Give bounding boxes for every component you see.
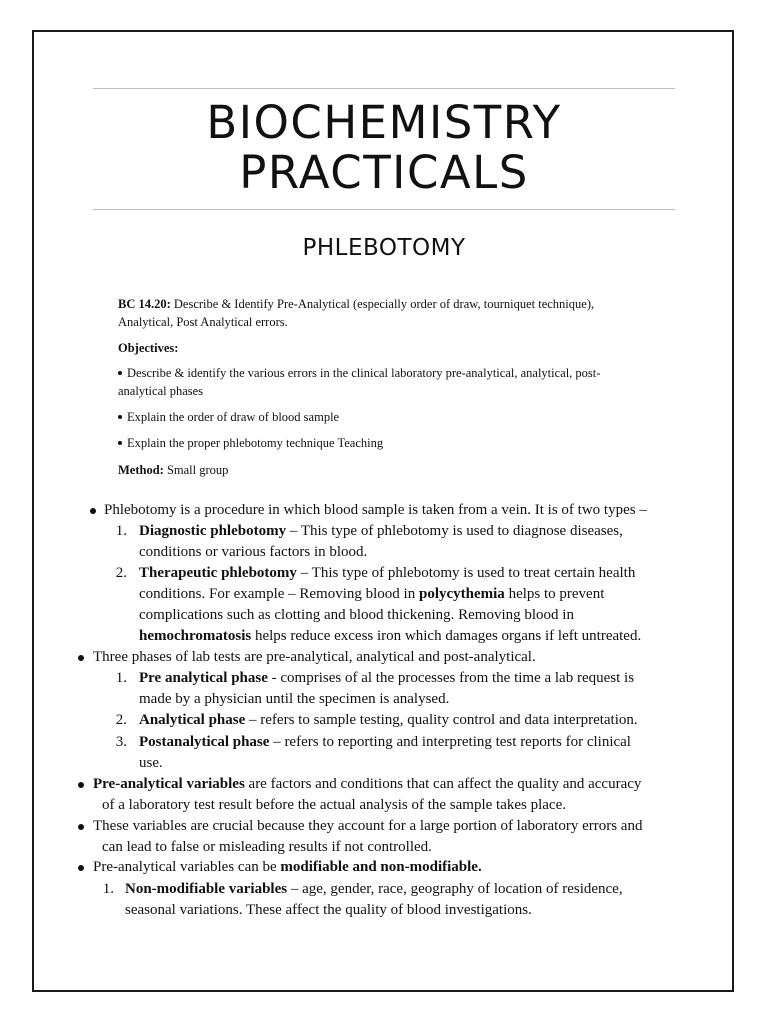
method-value: Small group	[163, 463, 229, 477]
bullet-dot	[78, 865, 84, 871]
bullet-dot	[78, 824, 84, 830]
paragraph-modifiable: Pre-analytical variables can be modifiable and non-modifiable.	[93, 859, 482, 875]
objective-item-3: Explain the proper phlebotomy technique Teaching	[118, 434, 638, 453]
objective-item-2: Explain the order of draw of blood sample	[118, 408, 638, 427]
list-item-pre-analytical-cont: made by a physician until the specimen is analysed.	[139, 691, 450, 707]
list-item-pre-analytical: Pre analytical phase - comprises of al the processes from the time a lab request is	[139, 670, 635, 686]
bullet-dot	[118, 415, 122, 419]
method-line	[118, 461, 638, 480]
paragraph-three-phases: Three phases of lab tests are pre-analytical, analytical and post-analytical.	[93, 649, 536, 665]
title-line-1: BIOCHEMISTRY	[206, 96, 562, 149]
section-subtitle: PHLEBOTOMY	[302, 235, 466, 261]
paragraph-variables-crucial: These variables are crucial because they account for a large portion of laboratory errors and	[93, 818, 643, 834]
paragraph-variables-crucial-cont: can lead to false or misleading results if not controlled.	[102, 839, 432, 855]
list-number: 3.	[115, 734, 127, 750]
bullet-dot	[118, 371, 122, 375]
objectives-heading: Objectives:	[118, 341, 179, 355]
list-item-therapeutic-cont-3: hemochromatosis helps reduce excess iron which damages organs if left untreated.	[139, 628, 642, 644]
bullet-dot	[78, 782, 84, 788]
competency-code: BC 14.20:	[118, 297, 171, 311]
method-label: Method:	[118, 463, 164, 477]
objective-item-1: Describe & identify the various errors in the clinical laboratory pre-analytical, analytical, post-	[118, 364, 638, 383]
list-item-diagnostic-cont: conditions or various factors in blood.	[139, 544, 368, 560]
competency-line-1	[118, 295, 638, 314]
list-number: 1.	[115, 523, 127, 539]
title-top-rule	[93, 88, 675, 89]
list-item-postanalytical: Postanalytical phase – refers to reporting and interpreting test reports for clinical	[139, 734, 631, 750]
bullet-dot	[78, 655, 84, 661]
list-number: 1.	[102, 881, 114, 897]
list-number: 2.	[115, 712, 127, 728]
list-item-analytical: Analytical phase – refers to sample testing, quality control and data interpretation.	[139, 712, 638, 728]
list-number: 1.	[115, 670, 127, 686]
bullet-dot	[90, 508, 96, 514]
list-item-non-modifiable: Non-modifiable variables – age, gender, race, geography of location of residence,	[125, 881, 623, 897]
list-item-therapeutic-cont-2: complications such as clotting and blood thickening. Removing blood in	[139, 607, 574, 623]
list-item-non-modifiable-cont: seasonal variations. These affect the quality of blood investigations.	[125, 902, 532, 918]
bullet-dot	[118, 441, 122, 445]
title-bottom-rule	[93, 209, 675, 210]
competency-line-2: Analytical, Post Analytical errors.	[118, 315, 288, 329]
title-line-2: PRACTICALS	[239, 146, 529, 199]
paragraph-pre-analytical-variables: Pre-analytical variables are factors and conditions that can affect the quality and accuracy	[93, 776, 642, 792]
competency-text-1: Describe & Identify Pre-Analytical (especially order of draw, tourniquet technique),	[170, 297, 595, 311]
objective-item-1-cont: analytical phases	[118, 384, 204, 398]
list-item-therapeutic-cont-1: conditions. For example – Removing blood in polycythemia helps to prevent	[139, 586, 605, 602]
list-item-diagnostic: Diagnostic phlebotomy – This type of phlebotomy is used to diagnose diseases,	[139, 523, 623, 539]
paragraph-phlebotomy-intro: Phlebotomy is a procedure in which blood sample is taken from a vein. It is of two types –	[104, 502, 647, 518]
list-number: 2.	[115, 565, 127, 581]
list-item-therapeutic: Therapeutic phlebotomy – This type of phlebotomy is used to treat certain health	[139, 565, 636, 581]
paragraph-pre-analytical-variables-cont: of a laboratory test result before the actual analysis of the sample takes place.	[102, 797, 566, 813]
list-item-postanalytical-cont: use.	[139, 755, 163, 771]
